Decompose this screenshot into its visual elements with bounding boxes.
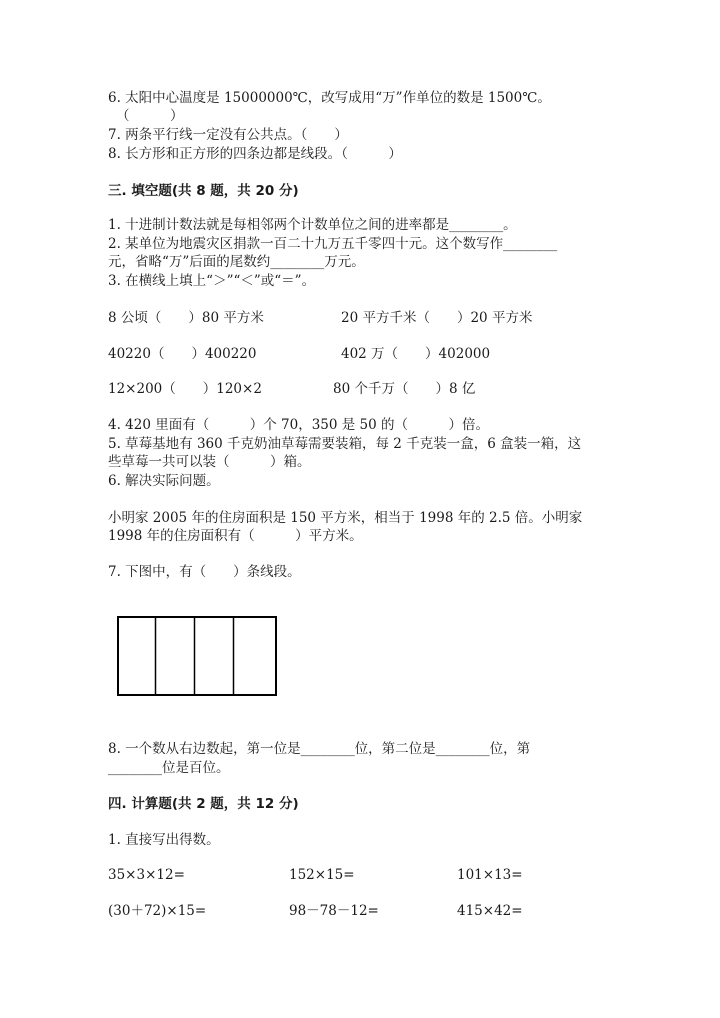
calc-item: 101×13= xyxy=(457,867,523,883)
fill-q2-line1: 2. 某单位为地震灾区捐款一百二十九万五千零四十元。这个数写作________ xyxy=(108,236,558,252)
figure-outer-rect xyxy=(118,617,276,695)
calc-item: (30＋72)×15= xyxy=(108,903,207,919)
compare-item: 80 个千万（ ）8 亿 xyxy=(333,381,476,397)
fill-q2-line2: 元，省略“万”后面的尾数约________万元。 xyxy=(108,254,365,270)
judge-q8: 8. 长方形和正方形的四条边都是线段。（ ） xyxy=(108,146,402,162)
calc-item: 35×3×12= xyxy=(108,867,185,883)
fill-q6-body-line1: 小明家 2005 年的住房面积是 150 平方米，相当于 1998 年的 2.5 倍。小明家 xyxy=(108,510,583,526)
calc-item: 98－78－12= xyxy=(289,903,379,919)
fill-q4: 4. 420 里面有（ ）个 70，350 是 50 的（ ）倍。 xyxy=(108,417,490,433)
fill-q8-line1: 8. 一个数从右边数起，第一位是________位，第二位是________位，第 xyxy=(108,741,531,757)
compare-item: 402 万（ ）402000 xyxy=(341,346,491,362)
fill-q7: 7. 下图中，有（ ）条线段。 xyxy=(108,564,301,580)
compare-item: 8 公顷（ ）80 平方米 xyxy=(108,310,264,326)
segment-figure xyxy=(117,616,277,696)
fill-q5-line1: 5. 草莓基地有 360 千克奶油草莓需要装箱，每 2 千克装一盒，6 盒装一箱，这 xyxy=(108,436,582,452)
fill-q6-body-line2: 1998 年的住房面积有（ ）平方米。 xyxy=(108,528,363,544)
judge-q6-line1: 6. 太阳中心温度是 15000000℃，改写成用“万”作单位的数是 1500℃。 xyxy=(108,90,551,106)
fill-q3: 3. 在横线上填上“＞”“＜”或“＝”。 xyxy=(108,273,316,289)
compare-item: 40220（ ）400220 xyxy=(108,346,257,362)
judge-q6-line2: （ ） xyxy=(116,108,184,124)
calc-item: 152×15= xyxy=(289,867,355,883)
fill-q1: 1. 十进制计数法就是每相邻两个计数单位之间的进率都是________。 xyxy=(108,217,517,233)
calc-q1: 1. 直接写出得数。 xyxy=(108,832,220,848)
section3-title: 三. 填空题(共 8 题，共 20 分) xyxy=(108,183,299,199)
calc-item: 415×42= xyxy=(457,903,523,919)
fill-q5-line2: 些草莓一共可以装（ ）箱。 xyxy=(108,454,311,470)
judge-q7: 7. 两条平行线一定没有公共点。（ ） xyxy=(108,127,348,143)
fill-q6: 6. 解决实际问题。 xyxy=(108,473,220,489)
compare-item: 20 平方千米（ ）20 平方米 xyxy=(341,310,533,326)
compare-item: 12×200（ ）120×2 xyxy=(108,381,262,397)
section4-title: 四. 计算题(共 2 题，共 12 分) xyxy=(108,796,299,812)
fill-q8-line2: ________位是百位。 xyxy=(108,760,230,776)
